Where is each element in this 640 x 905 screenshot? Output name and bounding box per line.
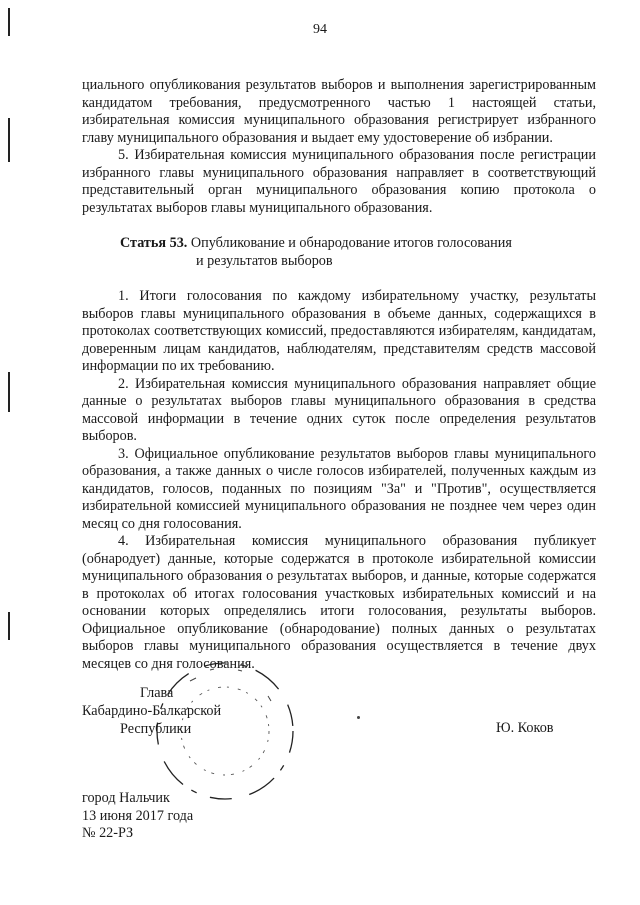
paragraph-3: 3. Официальное опубликование результатов выборов главы муниципального образования, а также данных о числе голосов избирателей, полученных каждым из кандидатов, голосов, поданных по позициям "За" и "Против", осуществляется избирательной комиссией муниципального образования не позднее чем через один месяц со дня голосования. [82,445,596,532]
page-number: 94 [313,22,327,37]
paragraph-continued: циального опубликования результатов выборов и выполнения зарегистрированным кандидатом требования, предусмотренного частью 1 настоящей статьи, избирательная комиссия муниципального образования регистрирует избранного главу муниципального образования и выдает ему удостоверение об избрании. [82,77,596,146]
paragraph-1: 1. Итоги голосования по каждому избирательному участку, результаты выборов главы муниципального образования в объеме данных, содержащихся в протоколах соответствующих комиссий, предоставляются избирателям, кандидатам, доверенным лицам кандидатов, наблюдателям, представителям средств массовой информации по их требованию. [82,288,596,374]
signatory-name: Ю. Коков [496,720,554,736]
scan-margin-mark [8,118,10,162]
scan-margin-mark [8,8,10,36]
signature-title-line1: Глава [140,685,174,701]
paragraph-5: 5. Избирательная комиссия муниципального образования после регистрации избранного главы муниципального образования направляет в соответствующий представительный орган муниципального образования копию протокола о результатах выборов главы муниципального образования. [82,147,596,216]
signature-title-line3: Республики [120,721,192,737]
paragraph-2: 2. Избирательная комиссия муниципального образования направляет общие данные о результатах выборов главы муниципального образования в средства массовой информации в течение одних суток после определения результатов выборов. [82,375,596,444]
article-title-line2: и результатов выборов [196,252,333,269]
body-text [82,77,596,673]
footer-law-number: № 22-РЗ [82,825,134,841]
scan-margin-mark [8,372,10,412]
article-title-line1: Опубликование и обнародование итогов голосования [190,235,512,251]
document-footer [82,790,193,843]
signature-title-line2: Кабардино-Балкарской [82,703,222,719]
scan-margin-mark [8,612,10,640]
paragraph-4: 4. Избирательная комиссия муниципального образования публикует (обнародует) данные, которые содержатся в протоколе избирательной комиссии муниципального образования о результатах выборов, и данные, которые содержатся в протоколах об итогах голосования участковых избирательных комиссий и на основании которых определялись итоги голосования, результаты выборов. Официальное опубликование (обнародование) полных данных о результатах выборов главы муниципального образования осуществляется в течение двух месяцев со дня голосования. [82,533,596,672]
article-number: Статья 53. [120,235,188,251]
footer-city: город Нальчик [82,790,170,806]
article-heading [82,235,596,270]
signature-block [82,684,221,738]
scan-speck [357,716,360,719]
footer-date: 13 июня 2017 года [82,807,194,824]
